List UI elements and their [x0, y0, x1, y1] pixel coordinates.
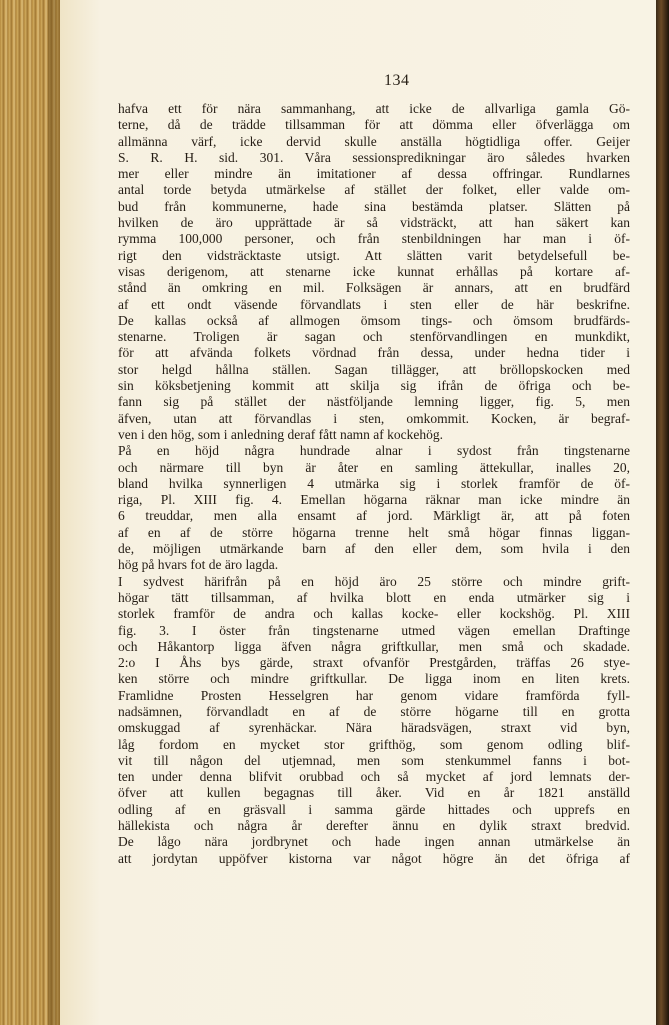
text-line: hällekista och några år derefter ännu en dylik straxt bredvid.	[118, 818, 630, 834]
text-line: äfven, utan att förvandlas i sten, omkommit. Kocken, är begraf-	[118, 410, 630, 426]
text-line: I sydvest härifrån på en höjd äro 25 större och mindre grift-	[118, 573, 630, 589]
text-line: för att afvända folkets vördnad från dessa, under hedna tider i	[118, 345, 630, 361]
text-line: ven i den hög, som i anledning deraf fått namn af kockehög.	[118, 426, 444, 442]
text-line: bland hvilka synnerligen 4 utmärka sig i storlek framför de öf-	[118, 475, 630, 491]
page-right-edge	[656, 0, 669, 1025]
text-line: af ett ondt väsende förvandlats i sten eller de här beskrifne.	[118, 296, 630, 312]
text-line: ken större och mindre griftkullar. De ligga inom en liten krets.	[118, 671, 630, 687]
text-line: sin köksbetjening kommit att skilja sig ifrån de öfriga och be-	[118, 378, 630, 394]
text-line: och Håkantorp ligga äfven några griftkullar, men små och skadade.	[118, 638, 630, 654]
text-line: bud från kommunerne, hade sina bestämda platser. Slätten på	[118, 198, 630, 214]
text-line: 6 treuddar, men alla ensamt af jord. Märkligt är, att på foten	[118, 508, 630, 524]
text-line: och närmare till byn är åter en samling ättekullar, inalles 20,	[118, 459, 630, 475]
text-line: 2:o I Åhs bys gärde, straxt ofvanför Prestgården, träffas 26 stye-	[118, 655, 630, 671]
text-line: På en höjd några hundrade alnar i sydost från tingstenarne	[118, 443, 630, 459]
text-line: rigt den vidsträcktaste utsigt. Att slätten varit betydelsefull be-	[118, 247, 630, 263]
text-line: hafva ett för nära sammanhang, att icke de allvarliga gamla Gö-	[118, 101, 630, 116]
text-line: omskuggad af syrenhäckar. Nära häradsvägen, straxt vid byn,	[118, 720, 630, 736]
text-line: visas derigenom, att stenarne icke kunnat erhållas på kortare af-	[118, 263, 630, 279]
text-line: allmänna värf, icke dervid skulle anställa högtidliga offer. Geijer	[118, 133, 630, 149]
text-line: rymma 100,000 personer, och från stenbildningen har man i öf-	[118, 231, 630, 247]
text-line: terne, då de trädde tillsamman för att dömma eller öfverlägga om	[118, 117, 630, 133]
text-line: stånd än omkring en mil. Folksägen är annars, att en brudfärd	[118, 280, 630, 296]
text-line: fann sig på stället der nästföljande lemning ligger, fig. 5, men	[118, 394, 630, 410]
text-line: mer eller mindre än imitationer af dessa offringar. Rundlarnes	[118, 166, 630, 182]
page-number: 134	[384, 72, 410, 89]
text-line: stor helgd hållna ställen. Sagan tillägger, att bröllopskocken med	[118, 361, 630, 377]
text-line: antal torde betyda utmärkelse af stället der folket, eller valde om-	[118, 182, 630, 198]
text-line: af en af de större högarna trenne helt små högar finnas liggan-	[118, 524, 630, 540]
text-line: vit till någon del utjemnad, men som stenkummel fanns i bot-	[118, 752, 630, 768]
text-line: de, möjligen utmärkande barn af den eller dem, som hvila i den	[118, 541, 630, 557]
text-line: hög på hvars fot de äro lagda.	[118, 557, 279, 573]
text-line: hvilken de äro upprättade är så vidsträckt, att han säkert kan	[118, 215, 630, 231]
text-line: storlek framför de andra och kallas kocke- eller kockshög. Pl. XIII	[118, 606, 630, 622]
text-line: högar tätt tillsamman, af hvilka blott en enda utmärker sig i	[118, 589, 630, 605]
text-line: Framlidne Prosten Hesselgren har genom vidare framförda fyll-	[118, 687, 630, 703]
text-line: odling af en gräsvall i samma gärde hittades och upprefs en	[118, 801, 630, 817]
text-line: De lågo nära jordbrynet och hade ingen annan utmärkelse än	[118, 834, 630, 850]
text-line: låg fordom en mycket stor grifthög, som genom odling blif-	[118, 736, 630, 752]
text-line: stenarne. Troligen är sagan och stenförvandlingen en munkdikt,	[118, 329, 630, 345]
text-line: ten under denna blifvit orubbad och så mycket af jord lemnats der-	[118, 769, 630, 785]
text-line: nadsämnen, förvandladt en af de större högarne till en grotta	[118, 703, 630, 719]
text-line: fig. 3. I öster från tingstenarne utmed vägen emellan Draftinge	[118, 622, 630, 638]
text-line: S. R. H. sid. 301. Våra sessionspredikningar äro således hvarken	[118, 149, 630, 165]
text-line: öfver att kullen begagnas till åker. Vid en år 1821 anställd	[118, 785, 630, 801]
body-text	[118, 101, 630, 867]
text-line: De kallas också af allmogen ömsom tings- och ömsom brudfärds-	[118, 312, 630, 328]
text-line: att jordytan uppöfver kistorna var något högre än det öfriga af	[118, 850, 630, 866]
text-line: riga, Pl. XIII fig. 4. Emellan högarna räknar man icke mindre än	[118, 492, 630, 508]
